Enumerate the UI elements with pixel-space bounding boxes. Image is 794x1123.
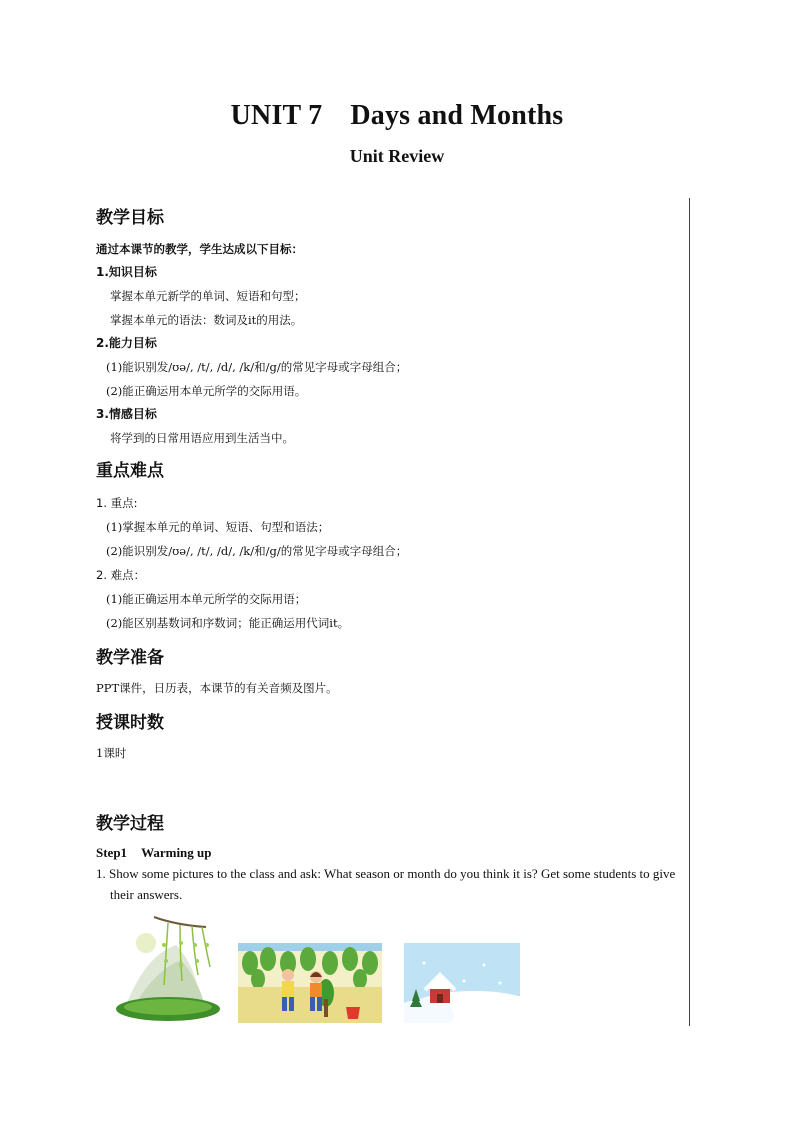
ability-label: 2.能力目标: [96, 336, 157, 350]
difficulty-label: 2. 难点：: [96, 568, 146, 582]
tree-planting-image: [238, 943, 382, 1023]
focus-label: 1. 重点:: [96, 496, 138, 510]
periods-text: 1课时: [96, 746, 127, 760]
knowledge-item: 掌握本单元的语法：数词及it的用法。: [110, 313, 303, 327]
spring-willow-image: [106, 915, 222, 1033]
periods-heading: 授课时数: [96, 713, 164, 733]
focus-item: (2)能识别发/ʊə/, /t/, /d/, /k/和/g/的常见字母或字母组合；: [106, 544, 408, 558]
difficulty-item: (1)能正确运用本单元所学的交际用语；: [106, 592, 307, 606]
knowledge-item: 掌握本单元新学的单词、短语和句型；: [110, 289, 306, 303]
snow-house-image: [404, 943, 520, 1023]
preparation-text: PPT课件，日历表，本课节的有关音频及图片。: [96, 681, 338, 695]
step1-number: Step1: [96, 845, 128, 860]
process-heading: 教学过程: [96, 814, 164, 834]
ability-item: (2)能正确运用本单元所学的交际用语。: [106, 384, 307, 398]
focus-item: (1)掌握本单元的单词、短语、句型和语法；: [106, 520, 330, 534]
document-body: [96, 203, 688, 1035]
objectives-heading: 教学目标: [96, 208, 164, 228]
key-points-heading: 重点难点: [96, 461, 164, 481]
unit-title: Days and Months: [350, 100, 564, 131]
objectives-intro: 通过本课节的教学，学生达成以下目标：: [96, 242, 303, 256]
step1-item: 1. Show some pictures to the class and ask: What season or month do you think it is? Get some students to give their answers.: [96, 866, 676, 902]
knowledge-label: 1.知识目标: [96, 265, 157, 279]
difficulty-item: (2)能区别基数词和序数词；能正确运用代词it。: [106, 616, 350, 630]
unit-number: UNIT 7: [230, 100, 323, 131]
page-subtitle: Unit Review: [349, 146, 445, 166]
margin-line: [689, 198, 690, 1026]
emotion-label: 3.情感目标: [96, 407, 157, 421]
step1-title: Warming up: [141, 845, 212, 860]
preparation-heading: 教学准备: [96, 648, 164, 668]
ability-item: (1)能识别发/ʊə/, /t/, /d/, /k/和/g/的常见字母或字母组合；: [106, 360, 408, 374]
picture-row: [96, 915, 688, 1035]
emotion-item: 将学到的日常用语应用到生活当中。: [110, 431, 294, 445]
step1-heading: [96, 842, 688, 863]
page-title: [0, 100, 794, 132]
